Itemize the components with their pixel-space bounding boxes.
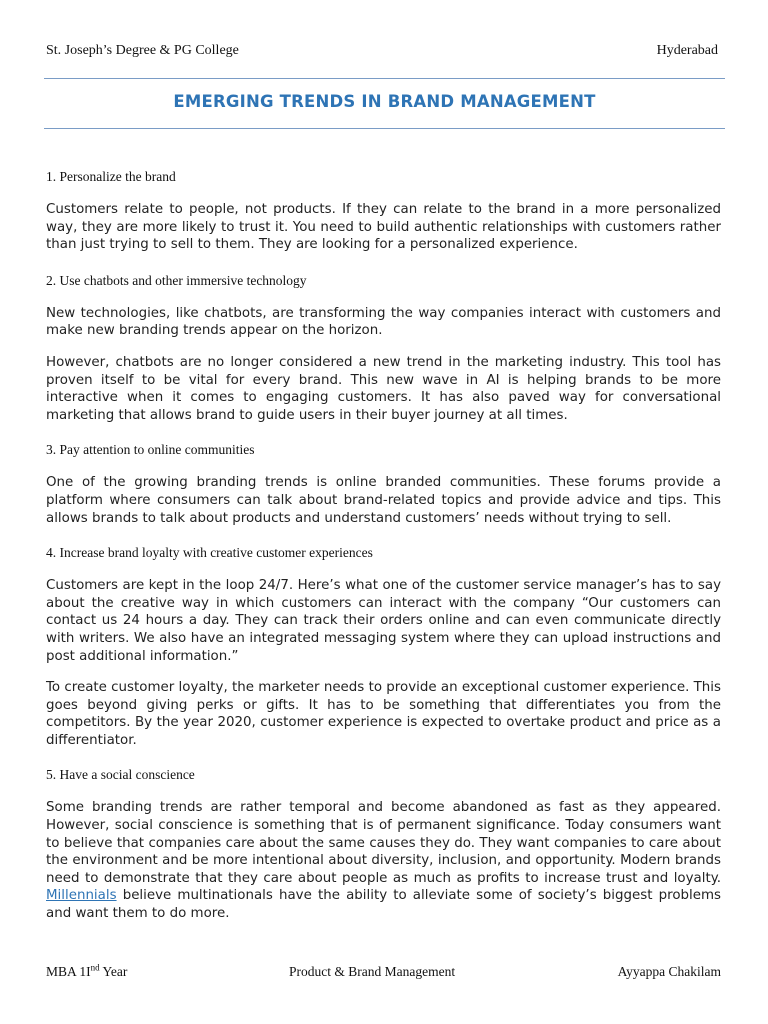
section-paragraph: Customers relate to people, not products. If they can relate to the brand in a more personalized way, they are more likely to trust it. You need to build authentic relationships with customers rather than just trying to sell to them. They are looking for a personalized experience. (46, 202, 721, 253)
footer-course: MBA 1Ind Year (46, 962, 128, 979)
section-heading: 2. Use chatbots and other immersive technology (46, 272, 307, 288)
section-paragraph (46, 799, 721, 922)
paragraph-text-after-link: believe multinationals have the ability to alleviate some of society’s biggest problems and want them to do more. (46, 888, 721, 922)
header-rule-bottom (44, 128, 725, 129)
section-heading: 3. Pay attention to online communities (46, 442, 255, 458)
section-communities (46, 441, 721, 527)
section-paragraph: To create customer loyalty, the marketer needs to provide an exceptional customer experience. This goes beyond giving perks or gifts. It has to be something that differentiates you from the competitors. By the year 2020, customer experience is expected to overtake product and price as a differentiator. (46, 680, 721, 748)
section-heading: 4. Increase brand loyalty with creative customer experiences (46, 545, 373, 561)
millennials-link[interactable]: Millennials (46, 888, 117, 904)
section-heading: 1. Personalize the brand (46, 169, 176, 184)
document-title: EMERGING TRENDS IN BRAND MANAGEMENT (173, 92, 596, 111)
section-social-conscience (46, 766, 721, 922)
city-name: Hyderabad (656, 43, 718, 58)
header-rule-top (44, 78, 725, 79)
section-chatbots (46, 272, 721, 425)
footer-subject: Product & Brand Management (289, 964, 456, 979)
section-paragraph: However, chatbots are no longer considered a new trend in the marketing industry. This tool has proven itself to be vital for every brand. This new wave in AI is helping brands to be more interactive when it comes to engaging customers. It has also paved way for conversational marketing that allows brand to guide users in their buyer journey at all times. (46, 354, 721, 423)
college-name: St. Joseph’s Degree & PG College (46, 43, 239, 58)
document-body (46, 160, 721, 923)
footer-author: Ayyappa Chakilam (617, 964, 721, 979)
section-paragraph: Customers are kept in the loop 24/7. Here’s what one of the customer service manager’s has to say about the creative way in which customers can interact with the company “Our customers can contact us 24 hours a day. They can track their orders online and can even communicate directly with writers. We also have an integrated messaging system where they can upload instructions and post additional information.” (46, 578, 721, 664)
section-heading: 5. Have a social conscience (46, 767, 195, 783)
paragraph-text: Some branding trends are rather temporal and become abandoned as fast as they appeared. However, social conscience is something that is of permanent significance. Today consumers want to believe that companies care about the same causes they do. They want companies to care about the environment and be more intentional about diversity, inclusion, and opportunity. Modern brands need to demonstrate that they care about people as much as profits to increase trust and loyalty. (46, 800, 721, 886)
section-paragraph: One of the growing branding trends is online branded communities. These forums provide a platform where consumers can talk about brand-related topics and provide advice and tips. This allows brands to talk about products and understand customers’ needs without trying to sell. (46, 475, 721, 526)
section-loyalty (46, 544, 721, 749)
section-paragraph: New technologies, like chatbots, are transforming the way companies interact with customers and make new branding trends appear on the horizon. (46, 305, 721, 339)
section-personalize (46, 168, 721, 254)
